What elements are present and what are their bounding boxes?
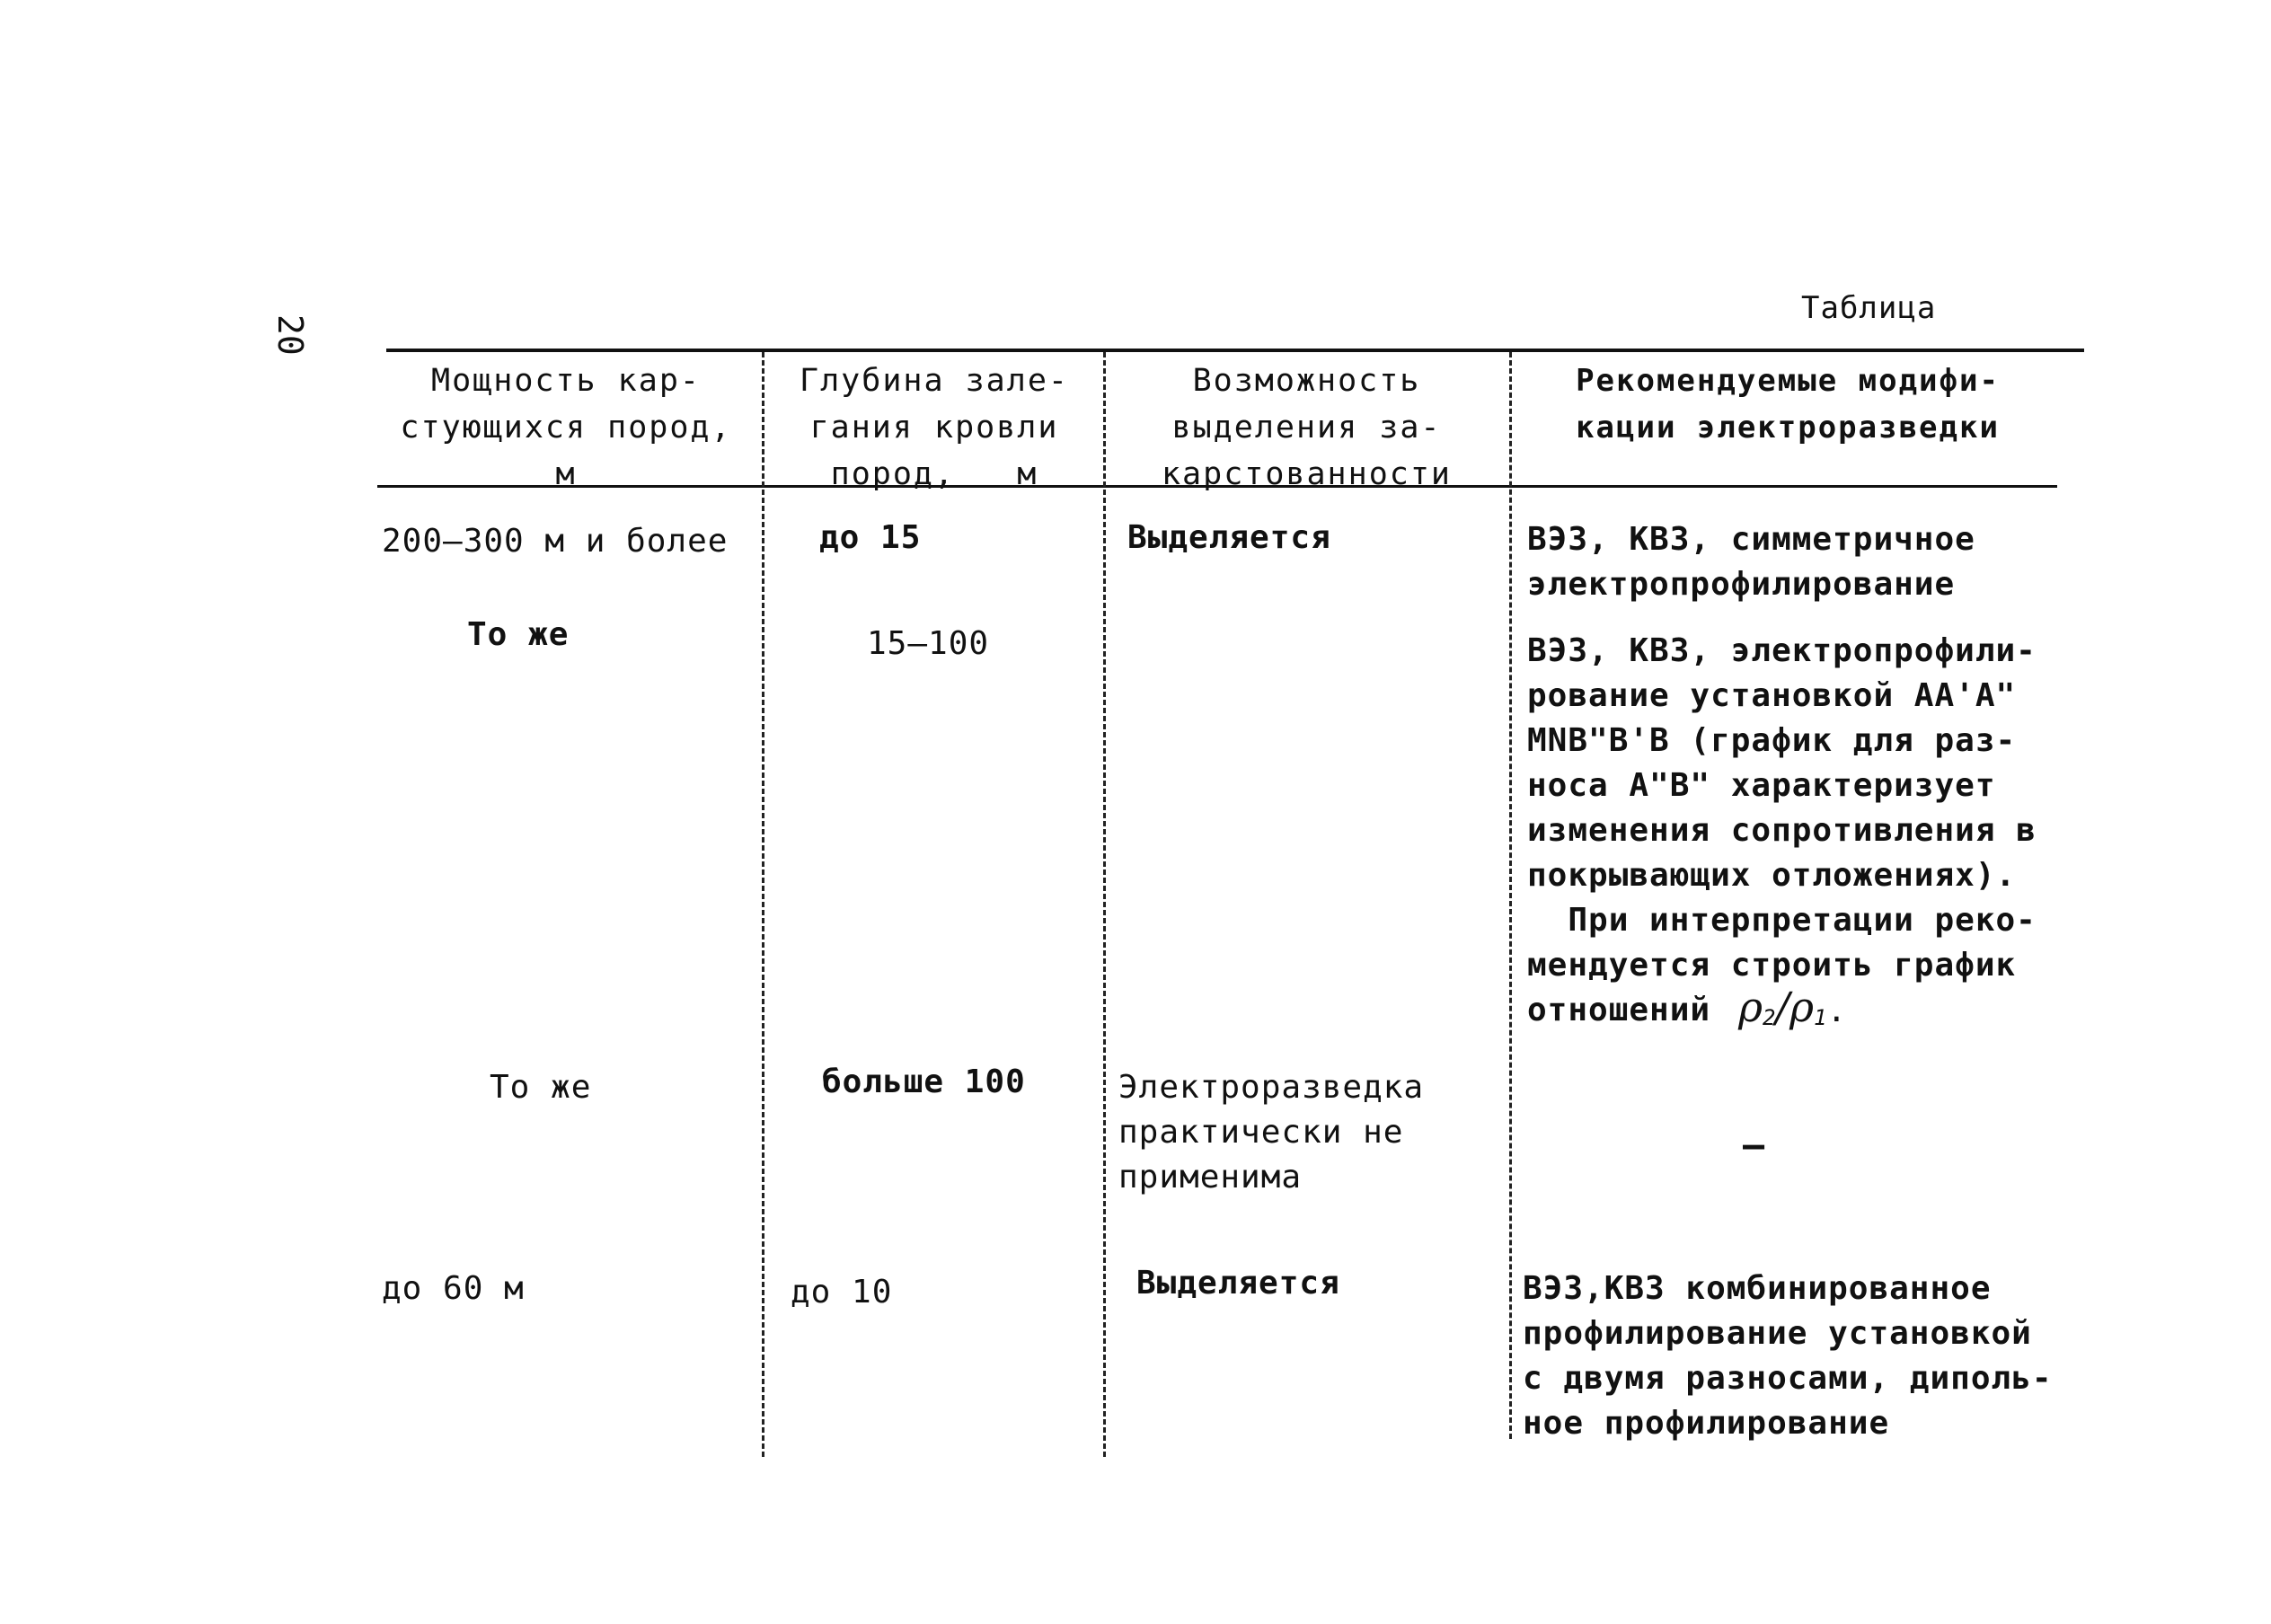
rho2-symbol: ρ [1738, 983, 1763, 1031]
row2-recommendation: ВЭЗ, КВЗ, электропрофили- рование установкой АА'А" MNB"B'B (график для раз- носа А"В" характеризует изменения сопротивления в покрывающих отложениях). При интерпретации реко- мендуется строить график отношений [1527, 632, 2037, 1028]
row2-thickness: То же [467, 616, 570, 653]
row1-thickness: 200–300 м и более [382, 523, 729, 560]
column-divider-2 [1103, 352, 1106, 1457]
column-divider-1 [762, 352, 764, 1457]
row3-depth: больше 100 [822, 1064, 1026, 1100]
rho1-subscript: 1 [1814, 1005, 1827, 1031]
row4-recommendation: ВЭЗ,КВЗ комбинированное профилирование установкой с двумя разносами, диполь- ное профилирование [1523, 1270, 2053, 1442]
row3-recommendation: – [1743, 1125, 1766, 1166]
row1-depth: до 15 [819, 519, 922, 556]
header-recommendation: Рекомендуемые модифи- кации электроразведки [1576, 363, 2000, 446]
header-thickness: Мощность кар- стующихся пород, м [400, 363, 732, 492]
column-divider-3 [1509, 352, 1512, 1439]
table-label: Таблица [1801, 290, 1937, 326]
row4-depth: до 10 [791, 1274, 893, 1311]
row2-depth: 15–100 [867, 625, 990, 662]
rho1-symbol: ρ [1789, 983, 1815, 1031]
table-top-rule [386, 349, 2084, 352]
page-number: 20 [270, 314, 310, 356]
row1-possibility: Выделяется [1127, 519, 1331, 556]
row3-possibility: Электроразведка практически не применима [1118, 1069, 1425, 1196]
row3-thickness: То же [490, 1069, 592, 1106]
row4-possibility: Выделяется [1136, 1265, 1340, 1302]
formula-slash: / [1775, 983, 1789, 1031]
formula-end: . [1826, 993, 1848, 1029]
row4-thickness: до 60 м [382, 1270, 525, 1307]
header-depth: Глубина зале- гания кровли пород, м [800, 363, 1069, 492]
row1-recommendation: ВЭЗ, КВЗ, симметричное электропрофилирование [1527, 521, 1975, 603]
rho2-subscript: 2 [1763, 1005, 1776, 1031]
header-possibility: Возможность выделения за- карстованности [1161, 363, 1452, 492]
rho-ratio-formula [1738, 983, 1847, 1034]
